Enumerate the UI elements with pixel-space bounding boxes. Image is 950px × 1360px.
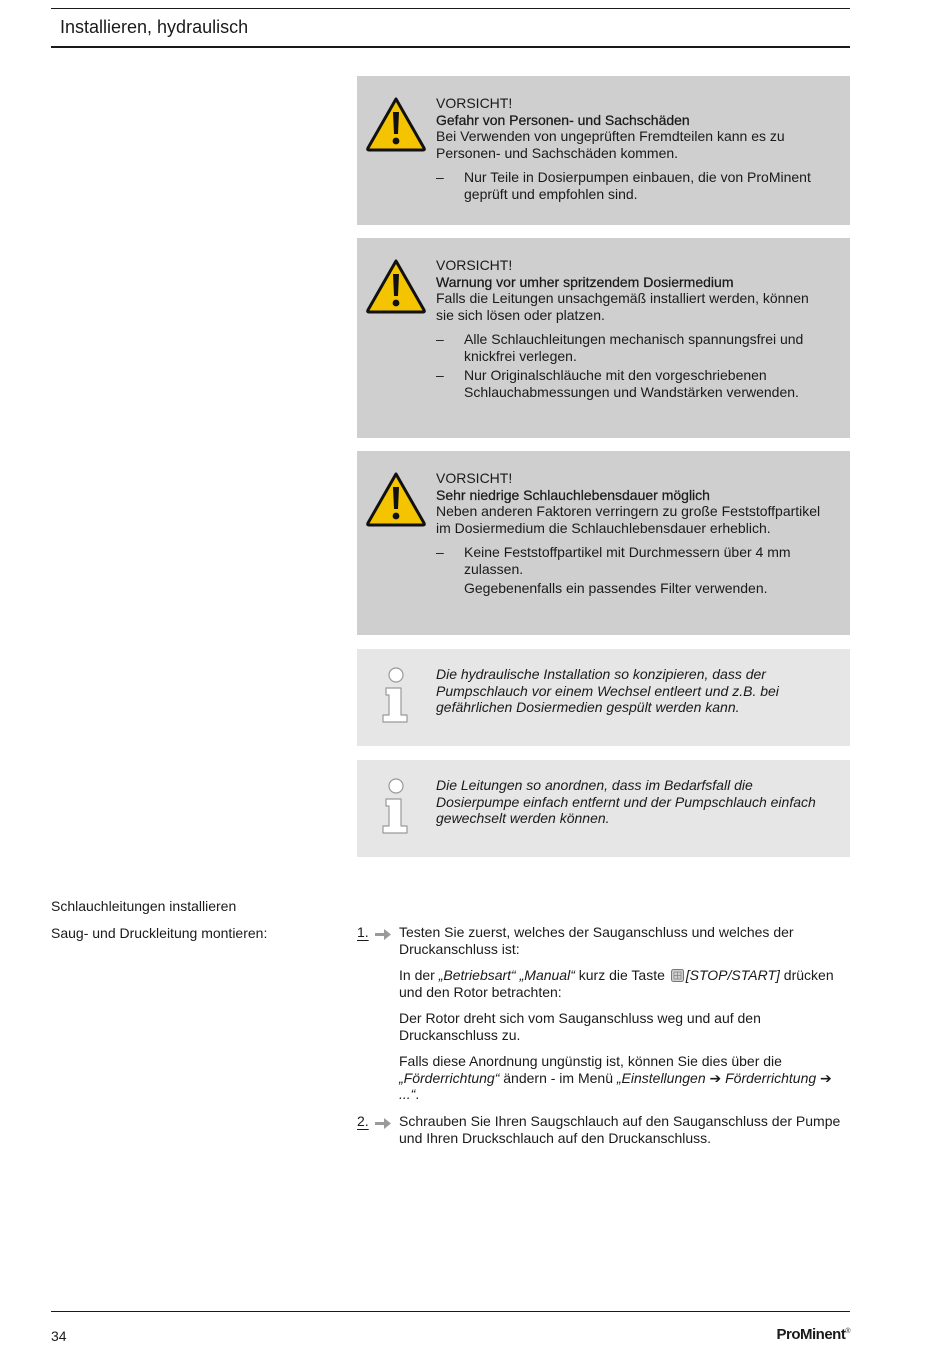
stop-start-key-icon <box>671 969 684 982</box>
step-text: Testen Sie zuerst, welches der Sauganschluss und welches der Druckanschluss ist: <box>399 924 794 957</box>
warning-signal-word: VORSICHT! <box>436 470 513 486</box>
info-icon <box>379 778 413 836</box>
warning-headline: Gefahr von Personen- und Sachschäden <box>436 111 690 128</box>
step-text: In der „Betriebsart“ „Manual“ kurz die Taste [STOP/START] drücken und den Rotor betrachten: <box>399 967 834 1000</box>
step-text: Schrauben Sie Ihren Saugschlauch auf den Sauganschluss der Pumpe und Ihren Druckschlauch auf den Druckanschluss. <box>399 1113 841 1146</box>
warning-list-item: – Keine Feststoffpartikel mit Durchmessern über 4 mm zulassen. <box>436 544 791 577</box>
page-number: 34 <box>51 1328 67 1344</box>
step-number: 1. <box>357 924 369 940</box>
side-label: Saug- und Druckleitung montieren: <box>51 925 268 941</box>
step-2 <box>357 1113 850 1153</box>
warning-body: Neben anderen Faktoren verringern zu große Feststoffpartikel im Dosiermedium die Schlauchlebensdauer erheblich. <box>436 503 821 536</box>
warning-box-1 <box>357 76 850 225</box>
warning-list-item: – Alle Schlauchleitungen mechanisch spannungsfrei und knickfrei verlegen. <box>436 331 804 364</box>
header-bottom-rule <box>51 46 850 48</box>
warning-box-3 <box>357 451 850 635</box>
info-box-1 <box>357 649 850 746</box>
info-text: Die hydraulische Installation so konzipieren, dass der Pumpschlauch vor einem Wechsel entleert und z.B. bei gefährlichen Dosiermedien gespült werden kann. <box>436 666 779 715</box>
warning-body: Falls die Leitungen unsachgemäß installiert werden, können sie sich lösen oder platzen. <box>436 290 809 323</box>
warning-headline: Warnung vor umher spritzendem Dosiermedium <box>436 273 734 290</box>
warning-body: Bei Verwenden von ungeprüften Fremdteilen kann es zu Personen- und Sachschäden kommen. <box>436 128 785 161</box>
header-top-rule <box>51 8 850 9</box>
brand-logo: ProMinent® <box>776 1326 850 1343</box>
step-text: Falls diese Anordnung ungünstig ist, können Sie dies über die „Förderrichtung“ ändern - im Menü „Einstellungen ➔ Förderrichtung ➔ ...“. <box>399 1053 832 1102</box>
info-text: Die Leitungen so anordnen, dass im Bedarfsfall die Dosierpumpe einfach entfernt und der Pumpschlauch einfach gewechselt werden können. <box>436 777 816 826</box>
warning-signal-word: VORSICHT! <box>436 257 513 273</box>
warning-headline: Sehr niedrige Schlauchlebensdauer möglich <box>436 486 710 503</box>
info-box-2 <box>357 760 850 857</box>
footer-rule <box>51 1311 850 1312</box>
step-number: 2. <box>357 1113 369 1129</box>
warning-signal-word: VORSICHT! <box>436 95 513 111</box>
warning-box-2 <box>357 238 850 438</box>
step-1 <box>357 924 850 1104</box>
warning-list-item: – Nur Teile in Dosierpumpen einbauen, die von ProMinent geprüft und empfohlen sind. <box>436 169 811 202</box>
warning-list-item: – Nur Originalschläuche mit den vorgeschriebenen Schlauchabmessungen und Wandstärken verwenden. <box>436 367 799 400</box>
info-icon <box>379 667 413 725</box>
page-title: Installieren, hydraulisch <box>60 17 249 37</box>
warning-triangle-icon <box>365 258 427 314</box>
step-arrow-icon <box>375 929 391 940</box>
warning-triangle-icon <box>365 471 427 527</box>
warning-extra-line: Gegebenenfalls ein passendes Filter verwenden. <box>464 580 768 596</box>
section-heading: Schlauchleitungen installieren <box>51 898 237 914</box>
step-text: Der Rotor dreht sich vom Sauganschluss weg und auf den Druckanschluss zu. <box>399 1010 761 1043</box>
warning-triangle-icon <box>365 96 427 152</box>
step-arrow-icon <box>375 1118 391 1129</box>
